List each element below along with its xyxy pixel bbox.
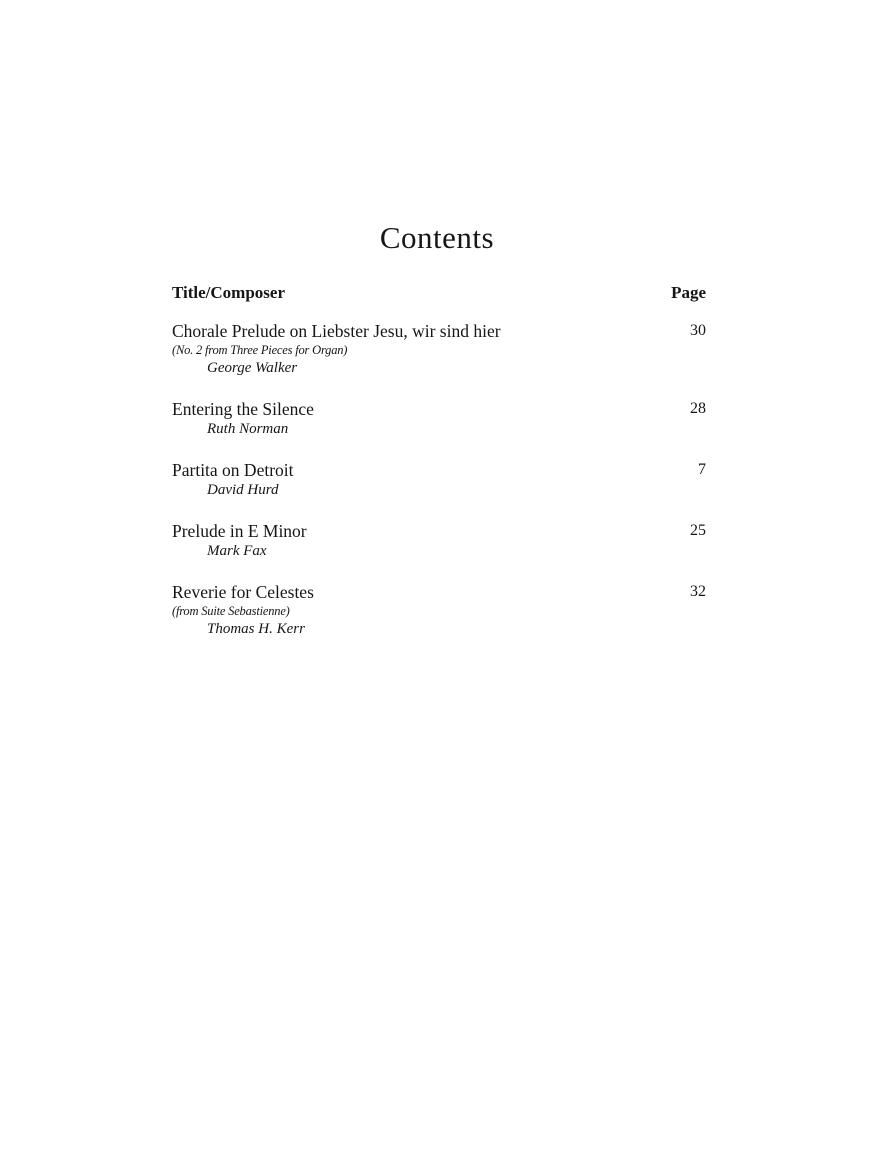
toc-entry — [172, 320, 706, 378]
entry-title: Entering the Silence — [172, 399, 314, 419]
page-title: Contents — [379, 220, 495, 255]
entry-page-number: 32 — [690, 583, 706, 600]
column-header-title-composer: Title/Composer — [172, 283, 286, 302]
entry-composer: David Hurd — [207, 482, 279, 498]
toc-entry — [172, 581, 706, 639]
entry-title: Partita on Detroit — [172, 460, 294, 480]
entry-page-number: 28 — [690, 400, 706, 417]
column-header-page: Page — [671, 283, 706, 302]
toc-entry — [172, 459, 706, 500]
column-headers — [172, 282, 706, 303]
entry-page-number: 25 — [690, 522, 706, 539]
entry-composer: Mark Fax — [207, 543, 267, 559]
entry-page-number: 7 — [698, 461, 706, 478]
entry-subtitle: (No. 2 from Three Pieces for Organ) — [172, 343, 348, 357]
entry-composer: George Walker — [207, 360, 298, 376]
toc-entry — [172, 520, 706, 561]
entry-title: Prelude in E Minor — [172, 521, 307, 541]
entry-title: Reverie for Celestes — [172, 582, 314, 602]
entry-subtitle: (from Suite Sebastienne) — [172, 604, 290, 618]
entry-page-number: 30 — [690, 322, 706, 339]
entry-composer: Thomas H. Kerr — [207, 621, 305, 637]
contents-list — [172, 282, 706, 639]
entry-composer: Ruth Norman — [207, 421, 289, 437]
toc-entries — [172, 320, 706, 639]
entry-title: Chorale Prelude on Liebster Jesu, wir sind hier — [172, 321, 501, 341]
toc-entry — [172, 398, 706, 439]
